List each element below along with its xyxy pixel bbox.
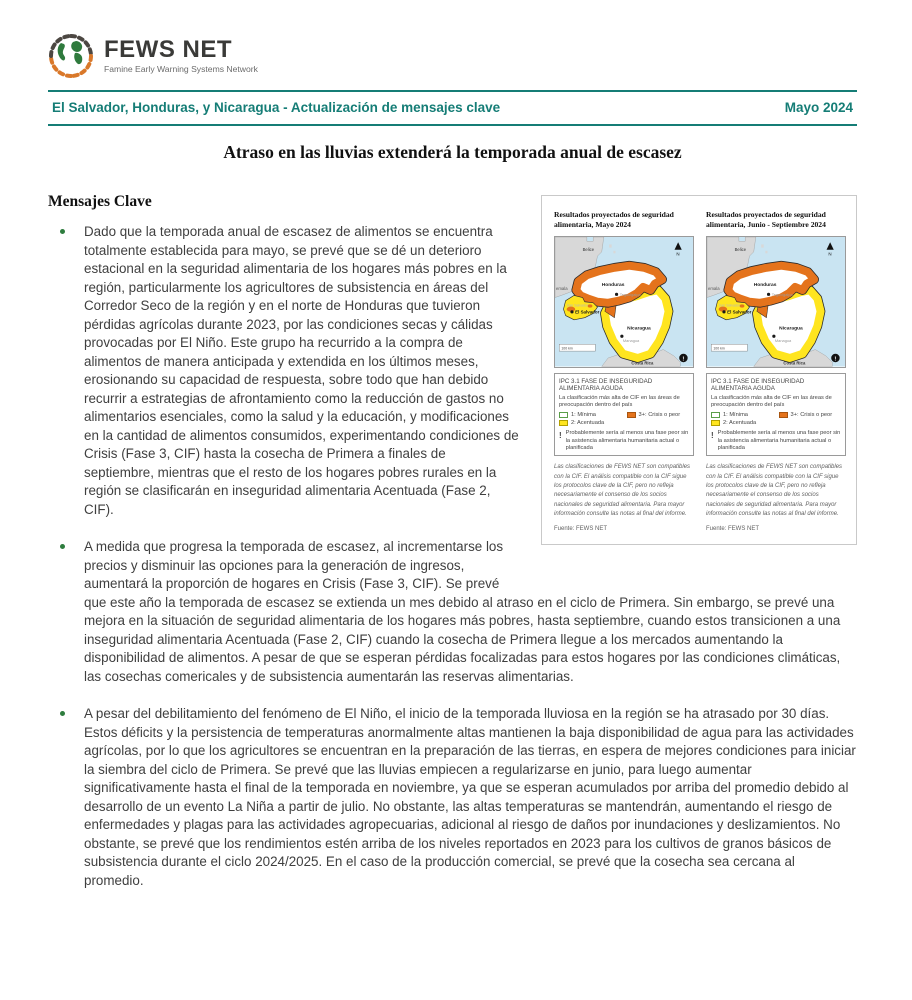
section-heading: Mensajes Clave <box>48 193 152 210</box>
svg-text:N: N <box>828 251 832 257</box>
figure-footnote: Las clasificaciones de FEWS NET son compatibles con la CIF. El análisis compatible con la CIF sigue los protocolos clave de la CIF, pero no refleja necesariamente el consenso de los socios nacionales de seguridad alimentaria. Para mayor información consulte las notas al final del informe. <box>554 464 691 517</box>
svg-text:emala: emala <box>708 286 720 292</box>
exclamation-icon: ! <box>711 431 714 441</box>
svg-text:Nicaragua: Nicaragua <box>779 326 803 332</box>
brand-tagline: Famine Early Warning Systems Network <box>104 64 258 74</box>
svg-text:emala: emala <box>556 286 568 292</box>
svg-text:Costa Rica: Costa Rica <box>631 360 654 366</box>
svg-text:San Salvador: San Salvador <box>718 303 741 308</box>
svg-text:Managua: Managua <box>774 338 792 344</box>
doc-header <box>48 92 857 124</box>
legend-subtitle: La clasificación más alta de CIF en las áreas de preocupación dentro del país <box>559 395 680 409</box>
legend-warning: ! Probablemente sería al menos una fase peor sin la asistencia alimentaria humanitaria actual o planificada <box>559 430 689 452</box>
map-caption: Resultados proyectados de seguridad alimentaria, Mayo 2024 <box>554 210 674 229</box>
svg-text:!: ! <box>682 356 685 363</box>
key-message-item: A pesar del debilitamiento del fenómeno de El Niño, el inicio de la temporada lluviosa en la región se ha atrasado por 30 días. Estos déficits y la persistencia de temperaturas anormalmente altas mantienen la baja disponibilidad de agua para las actividades agrícolas, por lo que los agricultores se encuentran en la preparación de las tierras, en espera de mejores condiciones para iniciar la siembra del ciclo de Primera. Se prevé que las lluvias empiecen a regularizarse en junio, para luego aumentar significativamente hasta el final de la temporada en noviembre, ya que se esperan acumulados por arriba del promedio debido al desarrollo de un evento La Niña a partir de julio. No obstante, las altas temperaturas se mantendrán, aumentando el riesgo de enfermedades y plagas para las actividades agropecuarias, adicional al riesgo de daños por inundaciones y deslizamientos. No obstante, se prevé que los rendimientos estén arriba de los niveles reportados en 2023 para los cultivos de granos básicos de subsistencia durante el ciclo 2024/2025. En el caso de la producción comercial, se prevé que la cosecha sea cercana al promedio. <box>84 705 857 890</box>
svg-text:Costa Rica: Costa Rica <box>783 360 806 366</box>
key-message-item: Dado que la temporada anual de escasez de alimentos se encuentra totalmente establecida para mayo, se prevé que se dé un deterioro estacional en la seguridad alimentaria de los hogares más pobres en la región, particularmente los agricultores de subsistencia en áreas del Corredor Seco de la región y en el norte de Honduras que tuvieron pérdidas agrícolas durante 2023, por las condiciones secas y cálidas provocadas por El Niño. Este grupo ha recurrido a la compra de alimentos de manera anticipada y extendida en los últimos meses, erosionando su capacidad de respuesta, sobre todo que han debido recurrir a estrategias de afrontamiento como la reducción de gastos no alimentarios esenciales, como la salud y la educación, y modificaciones en la cantidad de alimentos consumidos, experimentando condiciones de Crisis (Fase 3, CIF) hasta la cosecha de Primera a finales de septiembre, mientras que el resto de los hogares pobres rurales en la región se clasificarán en inseguridad alimentaria Acentuada (Fase 2, CIF). <box>84 223 857 519</box>
svg-text:Managua: Managua <box>622 338 640 344</box>
legend-item-minimal: 1: Mínima <box>711 412 777 418</box>
key-messages-list <box>48 223 857 890</box>
svg-text:Belice: Belice <box>582 246 595 252</box>
legend-item-crisis: 3+: Crisis o peor <box>779 412 841 418</box>
legend-title: IPC 3.1 FASE DE INSEGURIDAD ALIMENTARIA AGUDA <box>559 377 653 393</box>
svg-text:!: ! <box>834 356 837 363</box>
brand-name: FEWS NET <box>104 36 232 63</box>
map-caption: Resultados proyectados de seguridad alimentaria, Junio - Septiembre 2024 <box>706 210 826 229</box>
svg-text:100 km: 100 km <box>713 346 725 351</box>
svg-text:El Salvador: El Salvador <box>575 309 600 315</box>
brand-header <box>48 32 857 80</box>
svg-text:Tegucigalpa: Tegucigalpa <box>771 292 793 298</box>
legend-item-stressed: 2: Acentuada <box>711 420 777 426</box>
figure-source: Fuente: FEWS NET <box>706 526 760 533</box>
svg-text:Tegucigalpa: Tegucigalpa <box>619 292 641 298</box>
page-title: Atraso en las lluvias extenderá la temporada anual de escasez <box>223 142 682 162</box>
svg-text:Belice: Belice <box>734 246 747 252</box>
fews-net-globe-icon <box>48 33 94 79</box>
svg-text:N: N <box>676 251 680 257</box>
figure-source: Fuente: FEWS NET <box>554 526 608 533</box>
legend-item-crisis: 3+: Crisis o peor <box>627 412 689 418</box>
doc-date: Mayo 2024 <box>784 100 853 115</box>
svg-text:San Salvador: San Salvador <box>566 303 589 308</box>
svg-text:El Salvador: El Salvador <box>727 309 752 315</box>
legend-title: IPC 3.1 FASE DE INSEGURIDAD ALIMENTARIA AGUDA <box>711 377 805 393</box>
doc-title: El Salvador, Honduras, y Nicaragua - Actualización de mensajes clave <box>52 100 501 115</box>
legend-subtitle: La clasificación más alta de CIF en las áreas de preocupación dentro del país <box>711 395 832 409</box>
legend-item-stressed: 2: Acentuada <box>559 420 625 426</box>
svg-text:100 km: 100 km <box>561 346 573 351</box>
svg-text:Honduras: Honduras <box>753 282 777 288</box>
exclamation-icon: ! <box>559 431 562 441</box>
divider-under-header <box>48 124 857 126</box>
key-message-item: A medida que progresa la temporada de escasez, al incrementarse los precios y disminuir las opciones para la generación de ingresos, aumentará la proporción de hogares en Crisis (Fase 3, CIF). Se prevé que este año la temporada de escasez se extienda un mes debido al atraso en el ciclo de Primera. Sin embargo, se prevé una mejora en la situación de seguridad alimentaria de los hogares más pobres, hasta septiembre, cuando estos transicionen a una inseguridad alimentaria Acentuada (Fase 2, CIF) cuando la cosecha de Primera llegue a los mercados aumentando la disponibilidad de alimentos. A pesar de que se esperan pérdidas focalizadas para estos hogares por las condiciones climáticas, las cosechas comericales y de subsistencia aumentarán las reservas alimentarias. <box>84 538 857 686</box>
figure-footnote: Las clasificaciones de FEWS NET son compatibles con la CIF. El análisis compatible con la CIF sigue los protocolos clave de la CIF, pero no refleja necesariamente el consenso de los socios nacionales de seguridad alimentaria. Para mayor información consulte las notas al final del informe. <box>706 464 843 517</box>
svg-text:Honduras: Honduras <box>601 282 625 288</box>
main-content <box>48 193 857 909</box>
legend-item-minimal: 1: Mínima <box>559 412 625 418</box>
legend-warning: ! Probablemente sería al menos una fase peor sin la asistencia alimentaria humanitaria actual o planificada <box>711 430 841 452</box>
svg-text:Nicaragua: Nicaragua <box>627 326 651 332</box>
